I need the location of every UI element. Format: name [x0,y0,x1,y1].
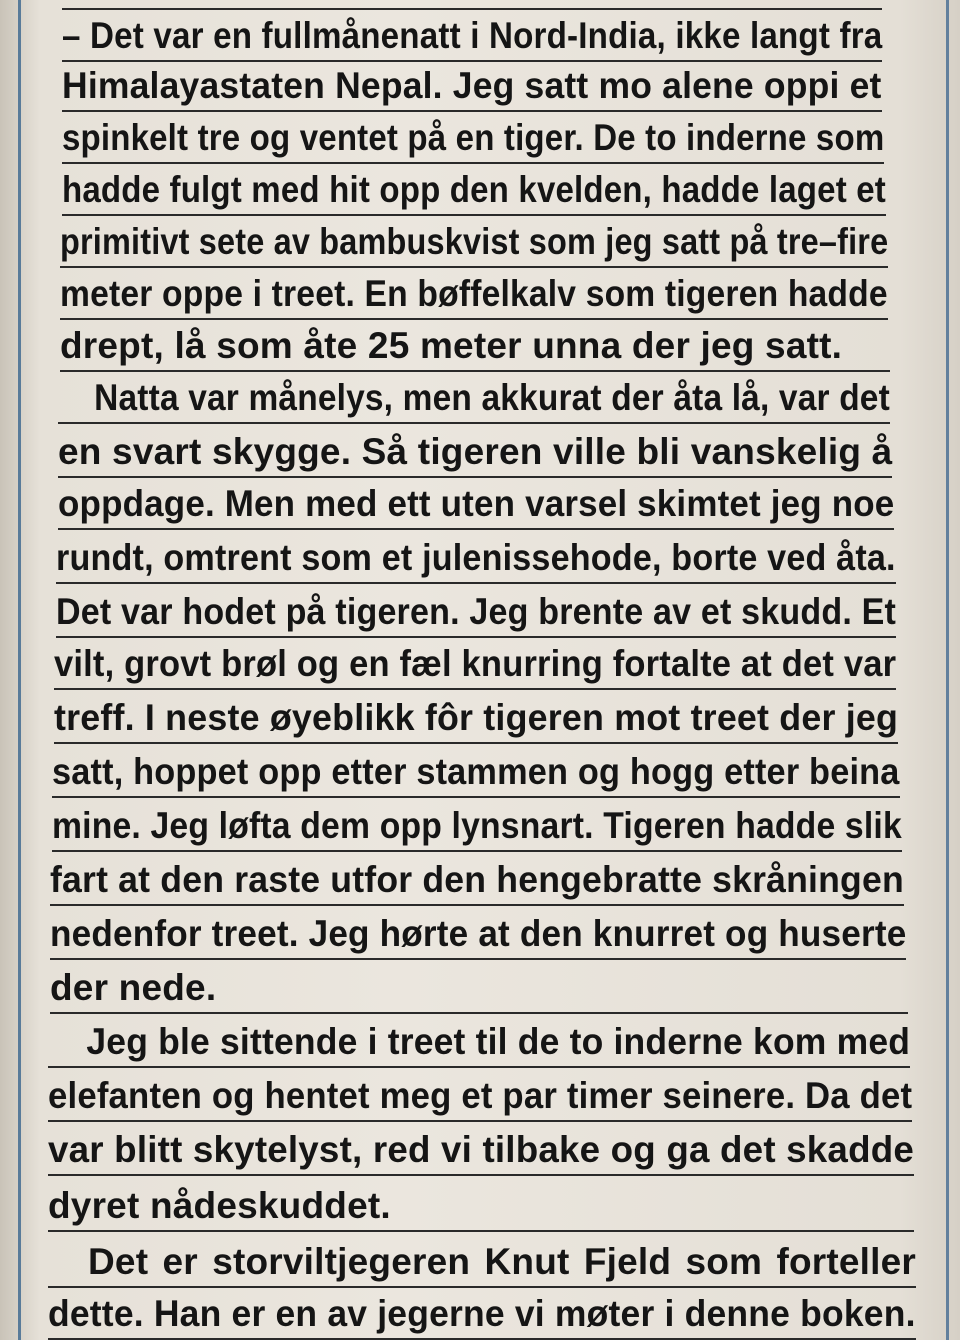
text-line: vilt, grovt brøl og en fæl knurring fortalte at det var [54,636,896,690]
left-margin-rule [18,0,21,1340]
text-line: fart at den raste utfor den hengebratte skråningen [50,852,904,906]
text-line: – Det var en fullmånenatt i Nord-India, ikke langt fra [62,8,882,62]
text-line: spinkelt tre og ventet på en tiger. De to inderne som [62,110,884,164]
text-line: dette. Han er en av jegerne vi møter i denne boken. [48,1286,916,1340]
paragraph-first-line: Jeg ble sittende i treet til de to inderne kom med [48,1014,910,1068]
text-line: elefanten og hentet meg et par timer seinere. Da det [48,1068,912,1122]
ruled-text-block [48,0,916,1340]
text-line: en svart skygge. Så tigeren ville bli vanskelig å [58,424,892,478]
text-line: treff. I neste øyeblikk fôr tigeren mot treet der jeg [54,690,898,744]
right-margin-rule [946,0,949,1340]
text-line: satt, hoppet opp etter stammen og hogg etter beina [52,744,900,798]
paragraph-first-line: Natta var månelys, men akkurat der åta lå, var det [58,370,890,424]
text-line: hadde fulgt med hit opp den kvelden, hadde laget et [62,162,886,216]
text-line: meter oppe i treet. En bøffelkalv som tigeren hadde [60,266,888,320]
text-line: var blitt skytelyst, red vi tilbake og ga det skadde [48,1122,914,1176]
text-line: primitivt sete av bambuskvist som jeg satt på tre–fire [60,214,888,268]
text-line: rundt, omtrent som et julenissehode, borte ved åta. [56,530,896,584]
text-line: nedenfor treet. Jeg hørte at den knurret og huserte [50,906,906,960]
text-line: Himalayastaten Nepal. Jeg satt mo alene oppi et [62,58,882,112]
paragraph-first-line: Det er storviltjegeren Knut Fjeld som forteller [48,1234,916,1288]
text-line: Det var hodet på tigeren. Jeg brente av et skudd. Et [56,584,896,638]
text-line: oppdage. Men med ett uten varsel skimtet jeg noe [58,476,894,530]
text-line: drept, lå som åte 25 meter unna der jeg satt. [60,318,890,372]
text-line: der nede. [50,960,908,1014]
text-line: dyret nådeskuddet. [48,1178,914,1232]
text-line: mine. Jeg løfta dem opp lynsnart. Tigeren hadde slik [52,798,902,852]
